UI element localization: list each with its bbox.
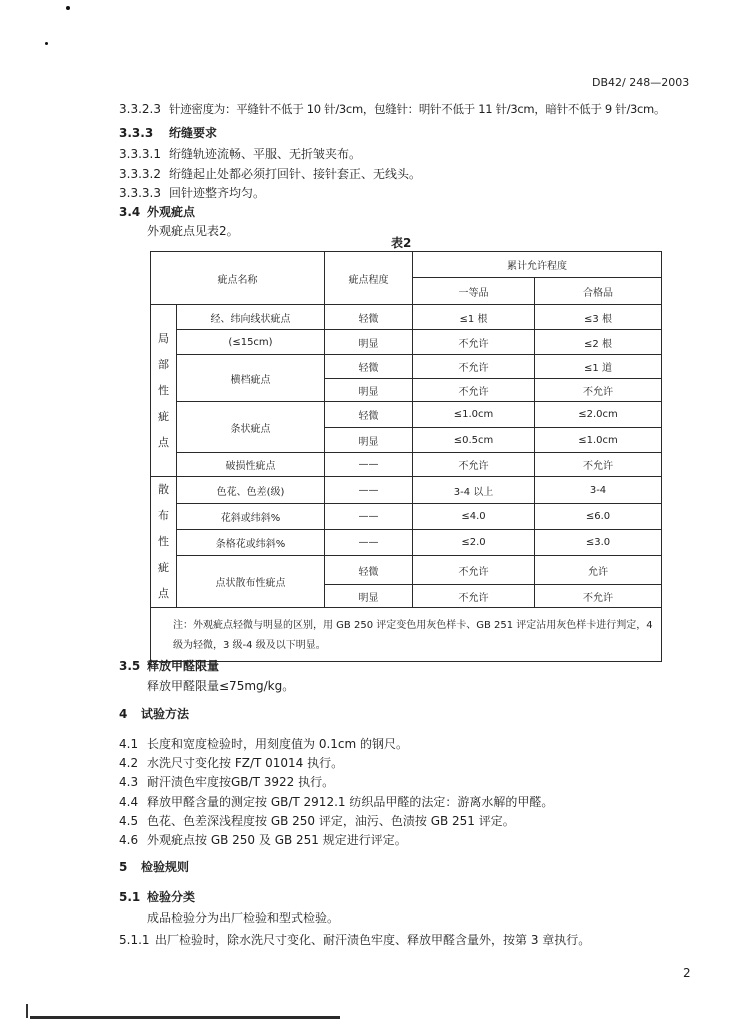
table-cell: ≤3 根 [535, 305, 662, 330]
category-char: 局 [158, 331, 169, 345]
chapter-4-heading [119, 705, 189, 722]
category-char: 点 [158, 587, 169, 600]
table-cell: 明显 [325, 379, 413, 402]
category-local-defects [151, 305, 177, 477]
table-cell: 经、纬向线状疵点 [177, 305, 325, 330]
table-cell: 明显 [325, 330, 413, 355]
table-cell: —— [325, 477, 413, 504]
category-char: 散 [158, 483, 169, 496]
category-scattered-defects [151, 477, 177, 608]
scan-edge-line [30, 1016, 340, 1019]
scan-speck [66, 6, 70, 10]
clause-number: 5.1 [119, 890, 141, 904]
table-cell: 条格花或纬斜% [177, 530, 325, 556]
table-cell: 轻微 [325, 402, 413, 428]
table-cell: 横档疵点 [177, 355, 325, 402]
header-qualified: 合格品 [535, 278, 662, 305]
clause-4-5 [119, 812, 515, 829]
clause-number: 3.3.3.3 [119, 186, 161, 200]
clause-text: 外观疵点按 GB 250 及 GB 251 规定进行评定。 [147, 833, 407, 847]
clause-3-5-body: 释放甲醛限量≤75mg/kg。 [147, 679, 295, 693]
page-number: 2 [683, 966, 691, 980]
category-char: 性 [158, 535, 169, 548]
category-char: 部 [158, 357, 169, 371]
clause-3-3-3-1 [119, 145, 361, 162]
clause-number: 4.3 [119, 775, 139, 789]
table-cell: 不允许 [413, 330, 535, 355]
clause-4-2 [119, 754, 343, 771]
category-char: 性 [158, 383, 169, 397]
table-cell: ≤2.0cm [535, 402, 662, 428]
clause-number: 3.5 [119, 659, 141, 673]
clause-3-3-3-heading [119, 124, 217, 141]
clause-text: 释放甲醛含量的测定按 GB/T 2912.1 纺织品甲醛的法定：游离水解的甲醛。 [147, 795, 554, 809]
clause-text: 针迹密度为：平缝针不低于 10 针/3cm，包缝针：明针不低于 11 针/3cm，暗针不低于 9 针/3cm。 [169, 102, 666, 116]
clause-number: 5.1.1 [119, 933, 150, 947]
table-cell: 轻微 [325, 556, 413, 585]
table-cell: ≤4.0 [413, 504, 535, 530]
header-first-grade: 一等品 [413, 278, 535, 305]
table-note: 注：外观疵点轻微与明显的区别，用 GB 250 评定变色用灰色样卡、GB 251 评定沾用灰色样卡进行判定，4 级为轻微，3 级-4 级及以下明显。 [151, 608, 662, 662]
clause-3-3-3-2 [119, 165, 421, 182]
table-cell: 3-4 以上 [413, 477, 535, 504]
clause-3-4-heading [119, 203, 195, 220]
table-caption: 表2 [391, 236, 412, 250]
table-cell: ≤1.0cm [413, 402, 535, 428]
table-cell: ≤2 根 [535, 330, 662, 355]
category-char: 疵 [158, 409, 169, 423]
table-cell: ≤0.5cm [413, 428, 535, 453]
table-cell: 不允许 [413, 355, 535, 379]
clause-title: 绗缝要求 [169, 126, 218, 140]
table-cell: ≤1 道 [535, 355, 662, 379]
clause-4-4 [119, 793, 553, 810]
clause-3-3-2-3 [119, 101, 665, 117]
table-cell: —— [325, 530, 413, 556]
clause-title: 释放甲醛限量 [147, 659, 220, 673]
table-cell: 不允许 [413, 585, 535, 608]
table-cell: 不允许 [535, 379, 662, 402]
document-id: DB42/ 248—2003 [592, 76, 690, 89]
clause-3-5-heading [119, 657, 219, 674]
clause-5-1-body: 成品检验分为出厂检验和型式检验。 [147, 911, 340, 925]
clause-title: 试验方法 [141, 707, 190, 721]
category-char: 点 [158, 435, 169, 449]
clause-5-1-heading [119, 888, 195, 905]
clause-text: 绗缝轨迹流畅、平服、无折皱夹布。 [169, 147, 362, 161]
clause-text: 色花、色差深浅程度按 GB 250 评定，油污、色渍按 GB 251 评定。 [147, 814, 515, 828]
table-cell: 不允许 [413, 453, 535, 477]
table-cell: 不允许 [535, 453, 662, 477]
scan-edge-mark [26, 1004, 28, 1018]
scan-speck [45, 42, 48, 45]
clause-number: 3.3.3.1 [119, 147, 161, 161]
clause-text: 耐汗渍色牢度按GB/T 3922 执行。 [147, 775, 335, 789]
table-cell: 条状疵点 [177, 402, 325, 453]
table-cell: (≤15cm) [177, 330, 325, 355]
clause-text: 回针迹整齐均匀。 [169, 186, 266, 200]
table-cell: 3-4 [535, 477, 662, 504]
table-cell: 明显 [325, 428, 413, 453]
clause-3-3-3-3 [119, 184, 265, 201]
clause-4-3 [119, 773, 334, 790]
chapter-5-heading [119, 858, 189, 875]
clause-number: 4 [119, 707, 128, 721]
clause-number: 4.1 [119, 737, 139, 751]
table-cell: 不允许 [413, 556, 535, 585]
clause-number: 3.4 [119, 205, 141, 219]
clause-text: 长度和宽度检验时，用刻度值为 0.1cm 的钢尺。 [147, 737, 409, 751]
table-cell: 明显 [325, 585, 413, 608]
table-cell: 色花、色差(级) [177, 477, 325, 504]
header-cumulative-allowance: 累计允许程度 [413, 252, 662, 278]
table-cell: 破损性疵点 [177, 453, 325, 477]
defects-table [150, 251, 662, 662]
clause-number: 4.6 [119, 833, 139, 847]
clause-number: 3.3.2.3 [119, 102, 161, 116]
clause-number: 3.3.3 [119, 126, 154, 140]
header-defect-degree: 疵点程度 [325, 252, 413, 305]
table-cell: ≤2.0 [413, 530, 535, 556]
clause-4-6 [119, 831, 407, 848]
table-cell: 不允许 [413, 379, 535, 402]
table-cell: 花斜或纬斜% [177, 504, 325, 530]
clause-number: 3.3.3.2 [119, 167, 161, 181]
table-cell: ≤3.0 [535, 530, 662, 556]
clause-text: 出厂检验时，除水洗尺寸变化、耐汗渍色牢度、释放甲醛含量外，按第 3 章执行。 [155, 933, 591, 947]
table-cell: ≤1.0cm [535, 428, 662, 453]
table-cell: ≤1 根 [413, 305, 535, 330]
table-cell: 轻微 [325, 355, 413, 379]
table-cell: —— [325, 453, 413, 477]
table-cell: —— [325, 504, 413, 530]
table-cell: 点状散布性疵点 [177, 556, 325, 608]
clause-3-4-body: 外观疵点见表2。 [147, 224, 239, 238]
clause-title: 检验规则 [141, 860, 190, 874]
table-cell: 不允许 [535, 585, 662, 608]
table-cell: 轻微 [325, 305, 413, 330]
category-char: 布 [158, 509, 169, 522]
table-cell: ≤6.0 [535, 504, 662, 530]
header-defect-name: 疵点名称 [151, 252, 325, 305]
clause-number: 4.5 [119, 814, 139, 828]
clause-number: 4.4 [119, 795, 139, 809]
clause-4-1 [119, 735, 408, 752]
clause-number: 4.2 [119, 756, 139, 770]
clause-text: 水洗尺寸变化按 FZ/T 01014 执行。 [147, 756, 344, 770]
clause-text: 绗缝起止处都必须打回针、接针套正、无线头。 [169, 167, 422, 181]
category-char: 疵 [158, 561, 169, 574]
clause-number: 5 [119, 860, 128, 874]
clause-5-1-1 [119, 931, 590, 948]
clause-title: 检验分类 [147, 890, 196, 904]
table-cell: 允许 [535, 556, 662, 585]
clause-title: 外观疵点 [147, 205, 196, 219]
